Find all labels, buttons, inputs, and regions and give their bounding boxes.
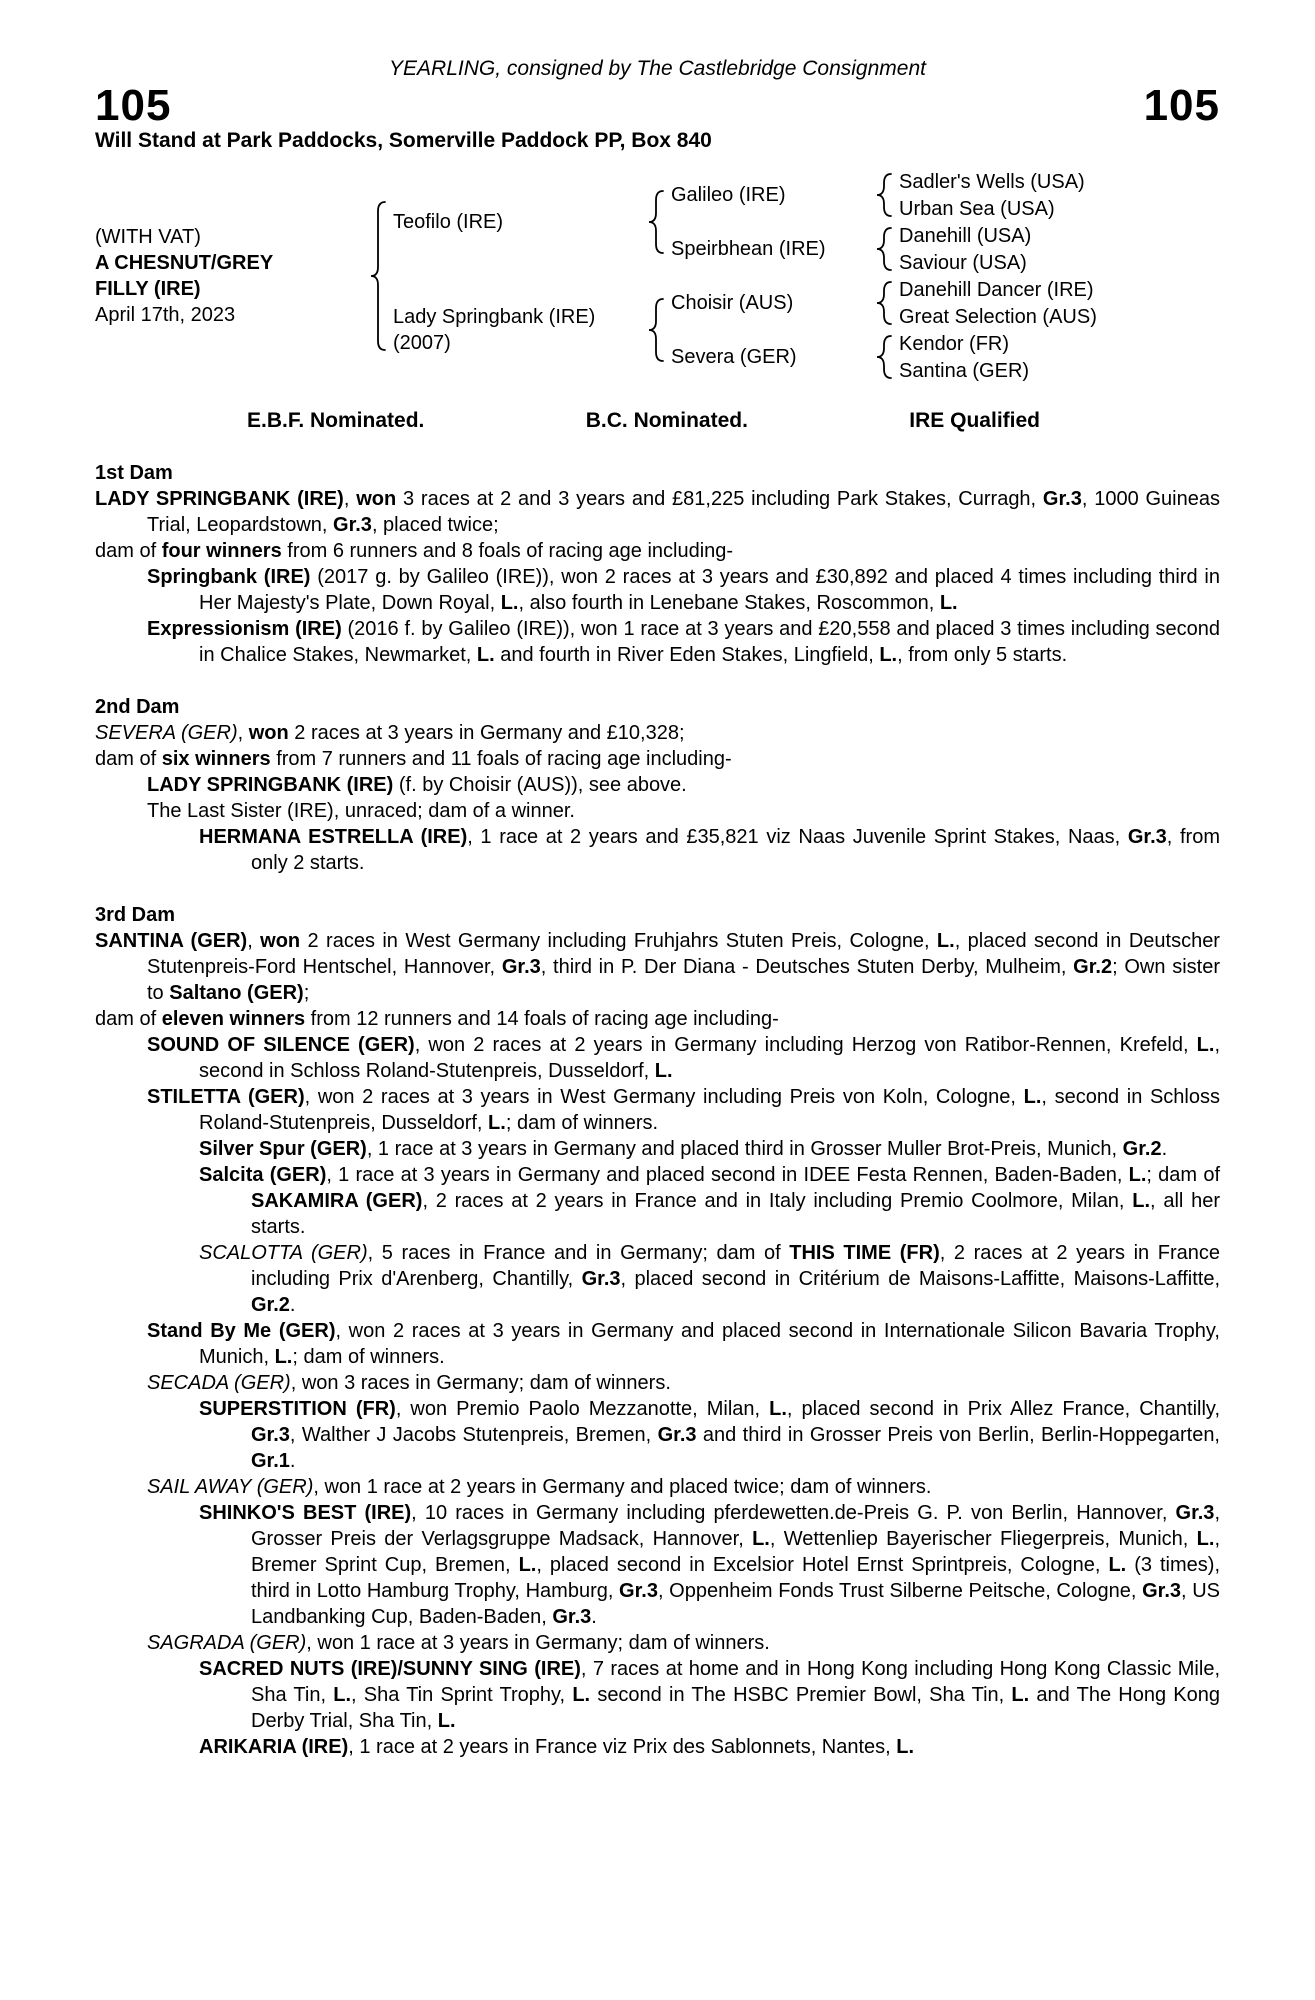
text-run: (2016 f. by Galileo (IRE)), won 1 race at 3 years and £20,558 and placed 3 times including second in Chalice Stakes, Newmarket, — [199, 618, 1220, 666]
text-run: , second in Schloss Roland-Stutenpreis, Dusseldorf, — [199, 1086, 1220, 1134]
lot-number-left: 105 — [95, 81, 172, 130]
pedigree-paragraph — [95, 746, 1220, 772]
text-run: SAGRADA (GER) — [147, 1632, 307, 1654]
text-run: L. — [1196, 1528, 1215, 1550]
dam-section — [95, 694, 1220, 876]
text-run: , 1 race at 2 years in France viz Prix des Sablonnets, Nantes, — [348, 1736, 897, 1758]
dam-dam-name: Severa (GER) — [671, 346, 797, 368]
text-run: SEVERA (GER) — [95, 722, 238, 744]
pedigree-paragraph — [95, 928, 1220, 1006]
text-run: , won 2 races at 3 years in Germany and placed second in Internationale Silicon Bavaria Trophy, Munich, — [199, 1320, 1220, 1368]
text-run: , — [247, 930, 261, 952]
parents-column — [393, 168, 1097, 384]
pedigree-brace-small — [869, 335, 899, 379]
ancestor-name: Saviour (USA) — [899, 251, 1027, 274]
sire-dam-branch — [671, 222, 1085, 276]
text-run: STILETTA (GER) — [147, 1086, 305, 1108]
text-run: second in The HSBC Premier Bowl, Sha Tin, — [590, 1684, 1012, 1706]
text-run: Gr.3 — [251, 1424, 290, 1446]
text-run: L. — [936, 930, 955, 952]
dam-sire-name: Choisir (AUS) — [671, 292, 794, 314]
ebf-nominated-label: E.B.F. Nominated. — [247, 409, 425, 432]
pedigree-paragraph — [95, 1474, 1220, 1500]
dam-ancestors-column — [671, 276, 1097, 384]
text-run: , US Landbanking Cup, Baden-Baden, — [251, 1580, 1221, 1628]
text-run: Saltano (GER) — [169, 982, 304, 1004]
text-run: . — [289, 1294, 296, 1316]
text-run: eleven winners — [161, 1008, 306, 1030]
text-run: SANTINA (GER) — [95, 930, 248, 952]
text-run: dam of — [95, 540, 162, 562]
text-run: L. — [1196, 1034, 1215, 1056]
pedigree-paragraph — [95, 824, 1220, 876]
text-run: . — [289, 1450, 296, 1472]
great-grandparents — [899, 276, 1097, 330]
pedigree-paragraph — [95, 720, 1220, 746]
pedigree-paragraph — [95, 772, 1220, 798]
section-heading: 2nd Dam — [95, 696, 180, 718]
section-heading: 3rd Dam — [95, 904, 176, 926]
pedigree-paragraph — [95, 1032, 1220, 1084]
text-run: , second in Schloss Roland-Stutenpreis, Dusseldorf, — [199, 1034, 1220, 1082]
sire-branch — [393, 168, 1097, 276]
pedigree-paragraph — [95, 1396, 1220, 1474]
ancestor-name: Sadler's Wells (USA) — [899, 170, 1085, 193]
text-run: , placed second in Critérium de Maisons-Laffitte, Maisons-Laffitte, — [620, 1268, 1220, 1290]
dam-foal-year: (2007) — [393, 332, 451, 354]
ancestor-name: Santina (GER) — [899, 359, 1030, 382]
sire-dam-name: Speirbhean (IRE) — [671, 238, 826, 260]
text-run: LADY SPRINGBANK (IRE) — [147, 774, 394, 796]
text-run: (f. by Choisir (AUS)), see above. — [393, 774, 687, 796]
pedigree-paragraph — [95, 1162, 1220, 1240]
pedigree-paragraph — [95, 1084, 1220, 1136]
text-run: Gr.2 — [251, 1294, 290, 1316]
text-run: , placed second in Excelsior Hotel Ernst Sprintpreis, Cologne, — [536, 1554, 1109, 1576]
text-run: Gr.3 — [1042, 488, 1082, 510]
section-heading: 1st Dam — [95, 462, 173, 484]
sire-ancestors-column — [671, 168, 1085, 276]
pedigree-brace-gen1 — [363, 201, 393, 351]
text-run: L. — [488, 1112, 506, 1134]
pedigree-paragraph — [95, 486, 1220, 538]
text-run: L. — [274, 1346, 293, 1368]
consignor-tagline: YEARLING, consigned by The Castlebridge Consignment — [389, 57, 926, 80]
text-run: . — [591, 1606, 597, 1628]
text-run: ARIKARIA (IRE) — [199, 1736, 349, 1758]
text-run: Gr.3 — [657, 1424, 697, 1446]
dam-branch — [393, 276, 1097, 384]
great-grandparents — [899, 168, 1085, 222]
text-run: LADY SPRINGBANK (IRE) — [95, 488, 344, 510]
text-run: and The Hong Kong Derby Trial, Sha Tin, — [251, 1684, 1220, 1732]
text-run: , placed twice; — [371, 514, 499, 536]
text-run: Springbank (IRE) — [147, 566, 311, 588]
dam-section — [95, 460, 1220, 668]
text-run: , 7 races at home and in Hong Kong including Hong Kong Classic Mile, Sha Tin, — [251, 1658, 1221, 1706]
text-run: , from only 2 starts. — [251, 826, 1220, 874]
text-run: , 10 races in Germany including pferdewetten.de-Preis G. P. von Berlin, Hannover, — [411, 1502, 1176, 1524]
text-run: ; dam of winners. — [292, 1346, 445, 1368]
subject-description-line1: A CHESNUT/GREY — [95, 252, 274, 274]
text-run: , 1 race at 3 years in Germany and placed third in Grosser Muller Brot-Preis, Munich, — [366, 1138, 1123, 1160]
text-run: L. — [1132, 1190, 1151, 1212]
sire-sire-branch — [671, 168, 1085, 222]
text-run: SOUND OF SILENCE (GER) — [147, 1034, 415, 1056]
text-run: Gr.2 — [1073, 956, 1113, 978]
text-run: , won 2 races at 3 years in West Germany including Preis von Koln, Cologne, — [304, 1086, 1024, 1108]
text-run: L. — [572, 1684, 591, 1706]
text-run: SCALOTTA (GER) — [199, 1242, 368, 1264]
text-run: , won 3 races in Germany; dam of winners. — [290, 1372, 671, 1394]
pedigree-paragraph — [95, 798, 1220, 824]
great-grandparents — [899, 330, 1029, 384]
dam-sections — [95, 460, 1220, 1760]
text-run: SACRED NUTS (IRE)/SUNNY SING (IRE) — [199, 1658, 581, 1680]
text-run: 2 races at 3 years in Germany and £10,328; — [288, 722, 685, 744]
pedigree-brace-small — [869, 281, 899, 325]
pedigree-paragraph — [95, 1500, 1220, 1630]
pedigree-paragraph — [95, 1136, 1220, 1162]
pedigree-paragraph — [95, 1370, 1220, 1396]
text-run: Gr.3 — [581, 1268, 621, 1290]
dam-sire-branch — [671, 276, 1097, 330]
text-run: ; dam of — [1146, 1164, 1220, 1186]
text-run: , — [237, 722, 249, 744]
text-run: Gr.3 — [1127, 826, 1167, 848]
text-run: Gr.3 — [552, 1606, 592, 1628]
text-run: , Sha Tin Sprint Trophy, — [351, 1684, 573, 1706]
text-run: and fourth in River Eden Stakes, Lingfield, — [494, 644, 880, 666]
text-run: SAIL AWAY (GER) — [147, 1476, 314, 1498]
great-grandparents — [899, 222, 1031, 276]
nominations-row — [95, 408, 1220, 434]
text-run: L. — [752, 1528, 770, 1550]
text-run: won — [260, 930, 301, 952]
text-run: 3 races at 2 and 3 years and £81,225 including Park Stakes, Curragh, — [396, 488, 1043, 510]
bc-nominated-label: B.C. Nominated. — [585, 409, 748, 432]
text-run: Salcita (GER) — [199, 1164, 327, 1186]
text-run: L. — [437, 1710, 456, 1732]
text-run: L. — [896, 1736, 915, 1758]
text-run: dam of — [95, 1008, 162, 1030]
pedigree-brace-sire — [641, 190, 671, 254]
stand-location: Will Stand at Park Paddocks, Somerville Paddock PP, Box 840 — [95, 129, 712, 152]
text-run: , won 1 race at 2 years in Germany and placed twice; dam of winners. — [313, 1476, 932, 1498]
text-run: , — [343, 488, 357, 510]
text-run: L. — [1011, 1684, 1030, 1706]
text-run: L. — [769, 1398, 787, 1420]
dam-name-line: Lady Springbank (IRE) — [393, 306, 596, 328]
text-run: (3 times), third in Lotto Hamburg Trophy, Hamburg, — [251, 1554, 1220, 1602]
text-run: L. — [500, 592, 519, 614]
text-run: (2017 g. by Galileo (IRE)), won 2 races at 3 years and £30,892 and placed 4 times including third in Her Majesty's Plate, Down Royal, — [199, 566, 1220, 614]
text-run: SHINKO'S BEST (IRE) — [199, 1502, 412, 1524]
text-run: L. — [518, 1554, 537, 1576]
text-run: , Walther J Jacobs Stutenpreis, Bremen, — [289, 1424, 658, 1446]
text-run: SECADA (GER) — [147, 1372, 291, 1394]
text-run: L. — [476, 644, 495, 666]
text-run: ; Own sister to — [147, 956, 1221, 1004]
text-run: , 1000 Guineas Trial, Leopardstown, — [147, 488, 1220, 536]
dam-section — [95, 902, 1220, 1760]
text-run: Silver Spur (GER) — [199, 1138, 367, 1160]
text-run: , from only 5 starts. — [897, 644, 1068, 666]
text-run: , 2 races at 2 years in France including Prix d'Arenberg, Chantilly, — [251, 1242, 1220, 1290]
subject-description-line2: FILLY (IRE) — [95, 278, 201, 300]
text-run: and third in Grosser Preis von Berlin, Berlin-Hoppegarten, — [696, 1424, 1220, 1446]
text-run: Gr.3 — [1142, 1580, 1182, 1602]
text-run: Stand By Me (GER) — [147, 1320, 336, 1342]
pedigree-brace-small — [869, 173, 899, 217]
text-run: THIS TIME (FR) — [789, 1242, 940, 1264]
text-run: L. — [1128, 1164, 1147, 1186]
text-run: , third in P. Der Diana - Deutsches Stuten Derby, Mulheim, — [540, 956, 1074, 978]
text-run: dam of — [95, 748, 162, 770]
text-run: , all her starts. — [251, 1190, 1220, 1238]
text-run: , 2 races at 2 years in France and in Italy including Premio Coolmore, Milan, — [422, 1190, 1133, 1212]
text-run: L. — [1108, 1554, 1127, 1576]
text-run: The Last Sister (IRE), unraced; dam of a winner. — [147, 800, 575, 822]
pedigree-paragraph — [95, 564, 1220, 616]
text-run: SUPERSTITION (FR) — [199, 1398, 396, 1420]
text-run: , Grosser Preis der Verlagsgruppe Madsack, Hannover, — [251, 1502, 1220, 1550]
text-run: , 1 race at 3 years in Germany and placed second in IDEE Festa Rennen, Baden-Baden, — [326, 1164, 1129, 1186]
text-run: . — [1161, 1138, 1168, 1160]
vat-note: (WITH VAT) — [95, 226, 201, 248]
text-run: , won Premio Paolo Mezzanotte, Milan, — [395, 1398, 770, 1420]
text-run: SAKAMIRA (GER) — [251, 1190, 423, 1212]
text-run: six winners — [161, 748, 271, 770]
text-run: L. — [879, 644, 898, 666]
pedigree-brace-dam — [641, 298, 671, 362]
text-run: won — [356, 488, 397, 510]
text-run: ; — [303, 982, 310, 1004]
pedigree-paragraph — [95, 616, 1220, 668]
pedigree-brace-small — [869, 227, 899, 271]
pedigree-chart — [95, 168, 1220, 384]
text-run: , also fourth in Lenebane Stakes, Roscommon, — [518, 592, 940, 614]
ire-qualified-label: IRE Qualified — [909, 409, 1040, 432]
pedigree-paragraph — [95, 1734, 1220, 1760]
text-run: L. — [1023, 1086, 1042, 1108]
lot-number-right: 105 — [1143, 81, 1220, 130]
text-run: won — [248, 722, 289, 744]
pedigree-paragraph — [95, 1006, 1220, 1032]
ancestor-name: Danehill (USA) — [899, 224, 1032, 247]
pedigree-paragraph — [95, 1240, 1220, 1318]
text-run: HERMANA ESTRELLA (IRE) — [199, 826, 468, 848]
text-run: from 12 runners and 14 foals of racing age including- — [305, 1008, 779, 1030]
text-run: ; dam of winners. — [505, 1112, 659, 1134]
sire-sire-name: Galileo (IRE) — [671, 184, 786, 206]
ancestor-name: Urban Sea (USA) — [899, 197, 1055, 220]
pedigree-paragraph — [95, 1318, 1220, 1370]
text-run: from 7 runners and 11 foals of racing age including- — [270, 748, 732, 770]
text-run: , placed second in Deutscher Stutenpreis-Ford Hentschel, Hannover, — [147, 930, 1220, 978]
text-run: Gr.3 — [333, 514, 372, 536]
text-run: , 1 race at 2 years and £35,821 viz Naas Juvenile Sprint Stakes, Naas, — [467, 826, 1128, 848]
dam-dam-branch — [671, 330, 1097, 384]
text-run: L. — [333, 1684, 352, 1706]
dam-name — [393, 304, 641, 356]
pedigree-paragraph — [95, 1656, 1220, 1734]
text-run: Gr.3 — [1175, 1502, 1215, 1524]
subject-details — [95, 224, 363, 328]
text-run: L. — [939, 592, 958, 614]
text-run: , Oppenheim Fonds Trust Silberne Peitsche, Cologne, — [657, 1580, 1143, 1602]
ancestor-name: Kendor (FR) — [899, 332, 1010, 355]
text-run: four winners — [161, 540, 282, 562]
foal-date: April 17th, 2023 — [95, 304, 236, 326]
text-run: , won 1 race at 3 years in Germany; dam of winners. — [306, 1632, 770, 1654]
text-run: Gr.3 — [619, 1580, 658, 1602]
text-run: Gr.2 — [1122, 1138, 1162, 1160]
sire-name: Teofilo (IRE) — [393, 211, 504, 233]
text-run: L. — [654, 1060, 673, 1082]
text-run: , placed second in Prix Allez France, Chantilly, — [786, 1398, 1221, 1420]
text-run: , Wettenliep Bayerischer Fliegerpreis, Munich, — [769, 1528, 1197, 1550]
text-run: , 5 races in France and in Germany; dam of — [367, 1242, 790, 1264]
text-run: Gr.3 — [501, 956, 541, 978]
ancestor-name: Great Selection (AUS) — [899, 305, 1097, 328]
text-run: Expressionism (IRE) — [147, 618, 342, 640]
pedigree-paragraph — [95, 1630, 1220, 1656]
lot-number-row — [95, 81, 1220, 130]
text-run: 2 races in West Germany including Fruhjahrs Stuten Preis, Cologne, — [300, 930, 937, 952]
ancestor-name: Danehill Dancer (IRE) — [899, 278, 1094, 301]
pedigree-paragraph — [95, 538, 1220, 564]
text-run: , Bremer Sprint Cup, Bremen, — [251, 1528, 1220, 1576]
text-run: from 6 runners and 8 foals of racing age including- — [281, 540, 734, 562]
text-run: Gr.1 — [251, 1450, 290, 1472]
text-run: , won 2 races at 2 years in Germany including Herzog von Ratibor-Rennen, Krefeld, — [414, 1034, 1197, 1056]
